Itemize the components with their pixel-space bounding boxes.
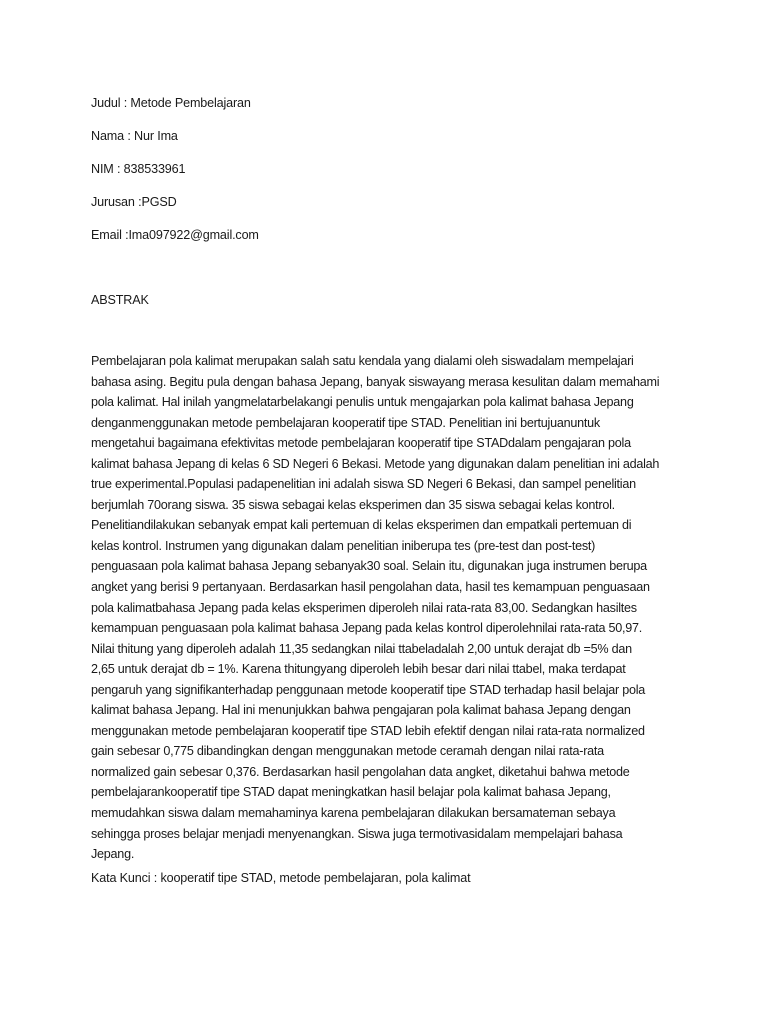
- abstract-line: denganmenggunakan metode pembelajaran kooperatif tipe STAD. Penelitian ini bertujuanuntuk: [91, 415, 600, 430]
- abstract-line: pola kalimat. Hal inilah yangmelatarbelakangi penulis untuk mengajarkan pola kalimat bahasa Jepang: [91, 395, 634, 410]
- abstract-line: kalimat bahasa Jepang. Hal ini menunjukkan bahwa pengajaran pola kalimat bahasa Jepang dengan: [91, 703, 631, 718]
- abstract-line: memudahkan siswa dalam memahaminya karena pembelajaran dilakukan bersamateman sebaya: [91, 806, 616, 821]
- abstract-line: pengaruh yang signifikanterhadap penggunaan metode kooperatif tipe STAD terhadap hasil belajar pola: [91, 682, 646, 697]
- abstract-line: penguasaan pola kalimat bahasa Jepang sebanyak30 soal. Selain itu, digunakan juga instrumen berupa: [91, 559, 647, 574]
- name-line: Nama : Nur Ima: [91, 129, 178, 143]
- abstract-body: [91, 351, 686, 865]
- title-line: Judul : Metode Pembelajaran: [91, 96, 251, 110]
- abstract-line: Nilai thitung yang diperoleh adalah 11,35 sedangkan nilai ttabeladalah 2,00 untuk derajat db =5% dan: [91, 641, 632, 656]
- abstract-line: 2,65 untuk derajat db = 1%. Karena thitungyang diperoleh lebih besar dari nilai ttabel, maka terdapat: [91, 662, 626, 677]
- abstract-line: kalimat bahasa Jepang di kelas 6 SD Negeri 6 Bekasi. Metode yang digunakan dalam penelitian ini adalah: [91, 456, 660, 471]
- abstract-line: pola kalimatbahasa Jepang pada kelas eksperimen diperoleh nilai rata-rata 83,00. Sedangkan hasiltes: [91, 600, 637, 615]
- abstract-line: kelas kontrol. Instrumen yang digunakan dalam penelitian iniberupa tes (pre-test dan post-test): [91, 538, 596, 553]
- abstract-line: bahasa asing. Begitu pula dengan bahasa Jepang, banyak siswayang merasa kesulitan dalam memahami: [91, 374, 660, 389]
- abstract-line: Jepang.: [91, 847, 135, 862]
- abstract-line: angket yang berisi 9 pertanyaan. Berdasarkan hasil pengolahan data, hasil tes kemampuan penguasaan: [91, 580, 650, 595]
- abstract-line: sehingga proses belajar menjadi menyenangkan. Siswa juga termotivasidalam mempelajari bahasa: [91, 826, 623, 841]
- nim-line: NIM : 838533961: [91, 162, 186, 176]
- abstract-line: true experimental.Populasi padapenelitian ini adalah siswa SD Negeri 6 Bekasi, dan sampel penelitian: [91, 477, 636, 492]
- abstract-heading: ABSTRAK: [91, 293, 149, 307]
- email-line: Email :Ima097922@gmail.com: [91, 228, 259, 242]
- abstract-line: menggunakan metode pembelajaran kooperatif tipe STAD lebih efektif dengan nilai rata-rata normalized: [91, 723, 645, 738]
- abstract-line: pembelajarankooperatif tipe STAD dapat meningkatkan hasil belajar pola kalimat bahasa Jepang,: [91, 785, 611, 800]
- abstract-line: Penelitiandilakukan sebanyak empat kali pertemuan di kelas eksperimen dan empatkali pertemuan di: [91, 518, 632, 533]
- abstract-line: Pembelajaran pola kalimat merupakan salah satu kendala yang dialami oleh siswadalam mempelajari: [91, 354, 634, 368]
- abstract-line: gain sebesar 0,775 dibandingkan dengan menggunakan metode ceramah dengan nilai rata-rata: [91, 744, 604, 759]
- abstract-line: mengetahui bagaimana efektivitas metode pembelajaran kooperatif tipe STADdalam pengajaran pola: [91, 436, 631, 451]
- abstract-line: berjumlah 70orang siswa. 35 siswa sebagai kelas eksperimen dan 35 siswa sebagai kelas kontrol.: [91, 497, 615, 512]
- abstract-line: kemampuan penguasaan pola kalimat bahasa Jepang pada kelas kontrol diperolehnilai rata-rata 50,97.: [91, 621, 642, 636]
- abstract-line: normalized gain sebesar 0,376. Berdasarkan hasil pengolahan data angket, diketahui bahwa metode: [91, 764, 630, 779]
- keywords-line: Kata Kunci : kooperatif tipe STAD, metode pembelajaran, pola kalimat: [91, 871, 471, 885]
- department-line: Jurusan :PGSD: [91, 195, 177, 209]
